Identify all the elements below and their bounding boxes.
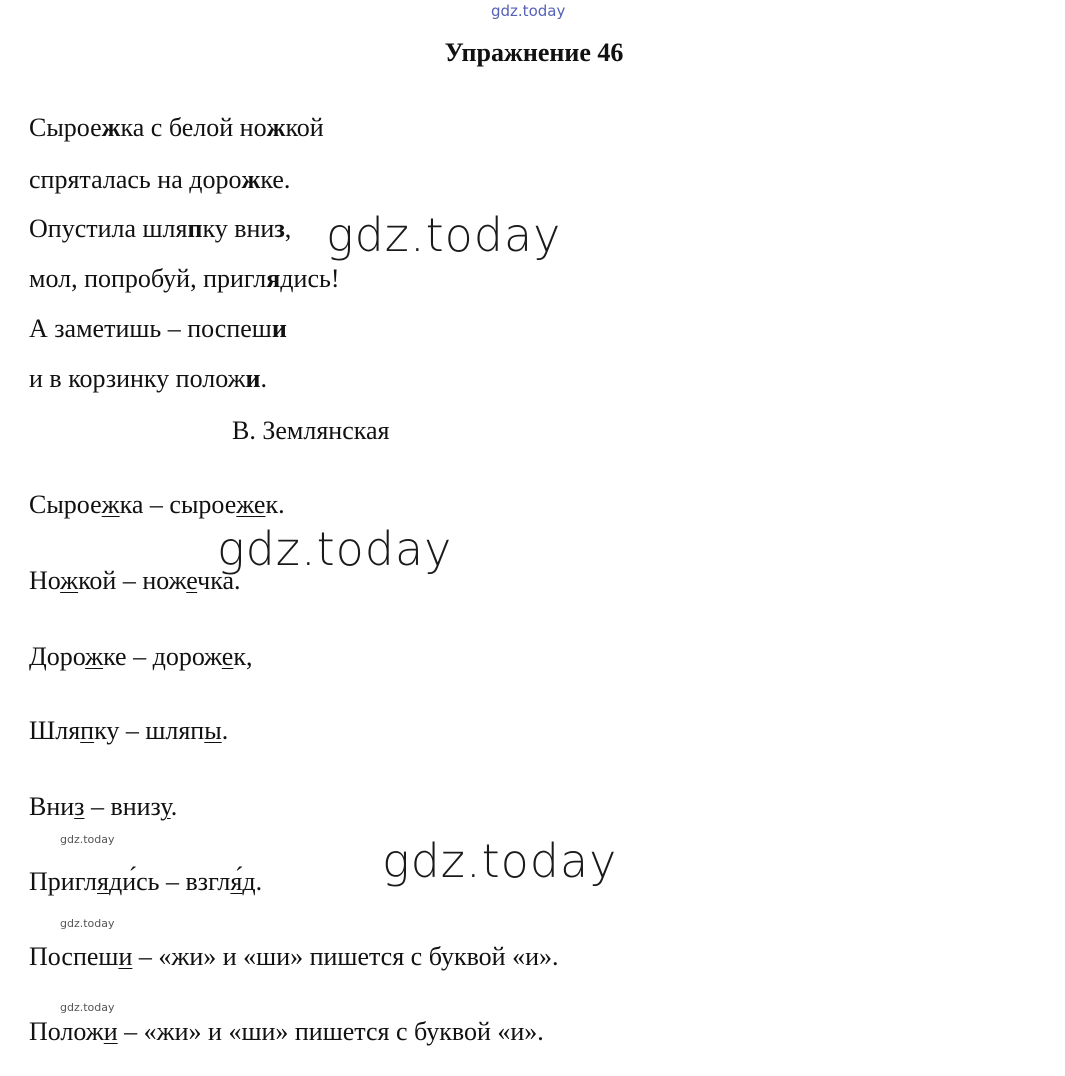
answer-line: Пригляди́сь – взгля́д. [29, 867, 263, 896]
answer-line: Поспеши – «жи» и «ши» пишется с буквой «и». [29, 942, 559, 971]
answer-line: Сыроежка – сыроежек. [29, 490, 285, 519]
watermark-large: gdz.today [326, 208, 562, 262]
watermark-small: gdz.today [60, 1001, 115, 1014]
answer-line: Шляпку – шляпы. [29, 716, 229, 745]
watermark-small: gdz.today [60, 833, 115, 846]
answer-line: Положи – «жи» и «ши» пишется с буквой «и». [29, 1017, 544, 1046]
answer-line: Вниз – внизу. [29, 792, 178, 821]
poem-line: Сыроежка с белой ножкой [29, 113, 324, 142]
watermark-large: gdz.today [382, 834, 618, 888]
watermark-small: gdz.today [60, 917, 115, 930]
page-title: Упражнение 46 [444, 38, 624, 67]
poem-line: мол, попробуй, приглядись! [29, 264, 340, 293]
poem-author: В. Землянская [232, 416, 390, 445]
watermark-large: gdz.today [217, 522, 453, 576]
poem-line: и в корзинку положи. [29, 364, 268, 393]
answer-line: Дорожке – дорожек, [29, 642, 253, 671]
poem-line: А заметишь – поспеши [29, 314, 287, 343]
answer-line: Ножкой – ножечка. [29, 566, 241, 595]
poem-line: спряталась на дорожке. [29, 165, 291, 194]
poem-line: Опустила шляпку вниз, [29, 214, 292, 243]
watermark-top: gdz.today [491, 2, 566, 20]
